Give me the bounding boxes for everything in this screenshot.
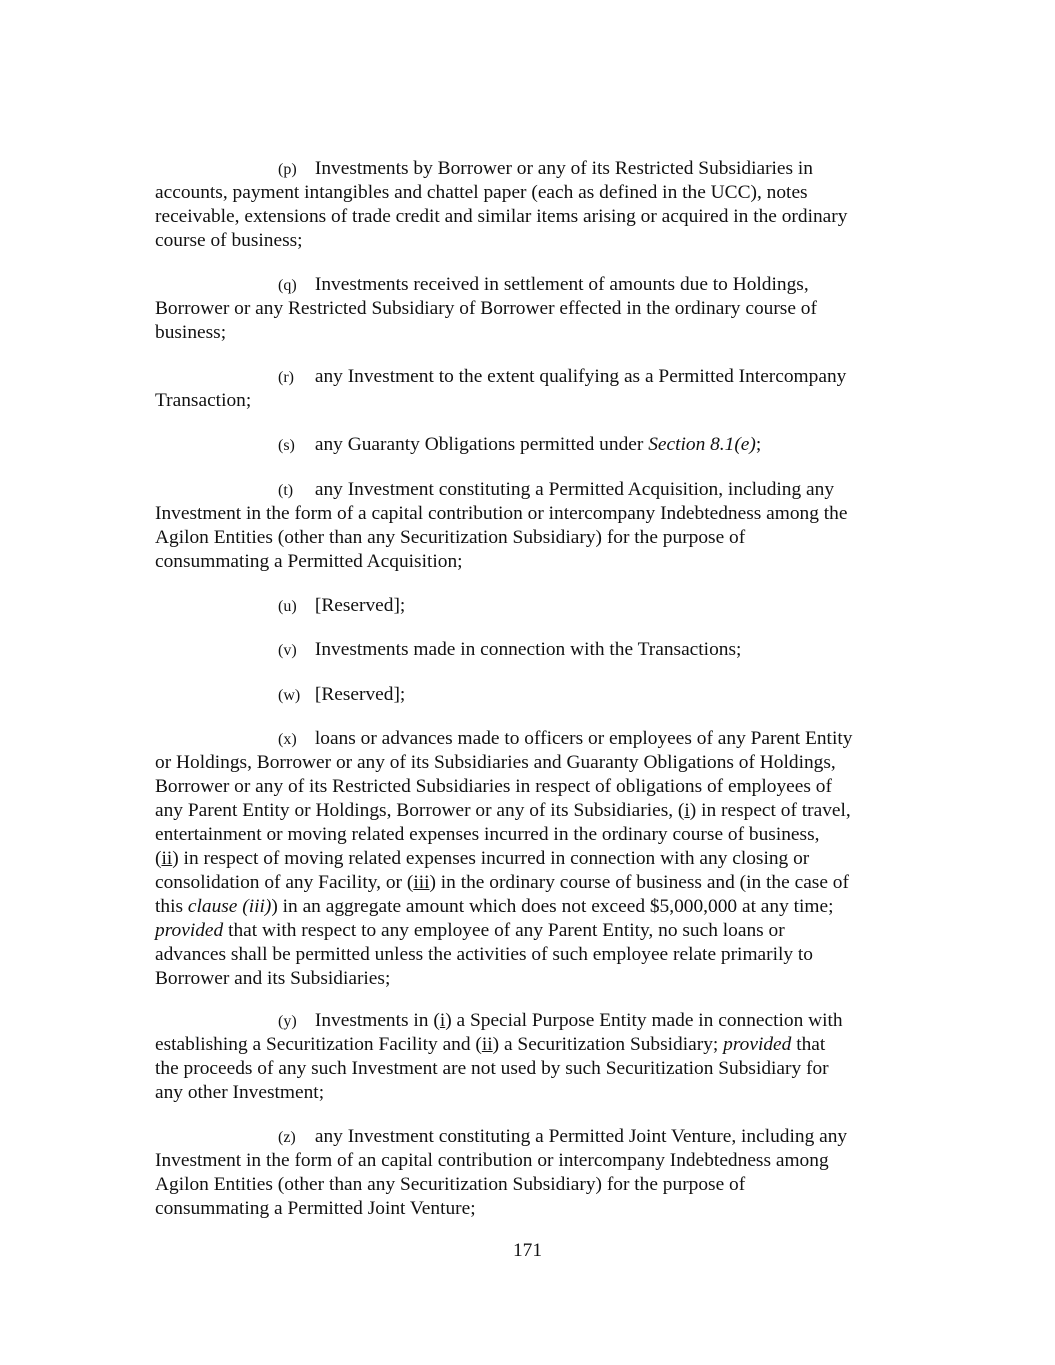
clause-s: (s) any Guaranty Obligations permitted under Section 8.1(e); — [155, 433, 915, 457]
clause-v: (v) Investments made in connection with the Transactions; — [155, 638, 915, 662]
section-reference: Section 8.1(e) — [648, 434, 756, 455]
clause-label: (w) — [278, 687, 301, 704]
clause-u: (u) [Reserved]; — [155, 594, 915, 618]
clause-label: (u) — [278, 598, 297, 615]
clause-w: (w) [Reserved]; — [155, 683, 915, 707]
clause-label: (z) — [278, 1129, 296, 1146]
clause-x: (x) loans or advances made to officers or employees of any Parent Entity or Holdings, Borrower or any of its Subsidiaries and Guaranty Obligations of Holdings, Borrower or any of its Restricted Subsidiaries in respect of obligations of employees of any Parent Entity or Holdings, Borrower or any of its Subsidiaries, (i) in respect of travel, entertainment or moving related expenses incurred in the ordinary course of business, (ii) in respect of moving related expenses incurred in connection with any closing or consolidation of any Facility, or (iii) in the ordinary course of business and (in the case of this clause (iii)) in an aggregate amount which does not exceed $5,000,000 at any time; provided that with respect to any employee of any Parent Entity, no such loans or advances shall be permitted unless the activities of such employee relate primarily to Borrower and its Subsidiaries; — [155, 728, 853, 989]
clause-label: (v) — [278, 642, 297, 659]
clause-label: (p) — [278, 161, 297, 178]
clause-label: (y) — [278, 1013, 297, 1030]
clause-p: (p) Investments by Borrower or any of its Restricted Subsidiaries in accounts, payment intangibles and chattel paper (each as defined in the UCC), notes receivable, extensions of trade credit and similar items arising or acquired in the ordinary course of business; — [155, 158, 848, 251]
clause-z: (z) any Investment constituting a Permitted Joint Venture, including any Investment in the form of an capital contribution or intercompany Indebtedness among Agilon Entities (other than any Securitization Subsidiary) for the purpose of consummating a Permitted Joint Venture; — [155, 1126, 848, 1219]
page-number: 171 — [512, 1240, 543, 1261]
clause-t: (t) any Investment constituting a Permitted Acquisition, including any Investment in the form of a capital contribution or intercompany Indebtedness among the Agilon Entities (other than any Securitization Subsidiary) for the purpose of consummating a Permitted Acquisition; — [155, 479, 848, 572]
clause-label: (r) — [278, 369, 294, 386]
clause-label: (x) — [278, 731, 297, 748]
clause-y: (y) Investments in (i) a Special Purpose Entity made in connection with establishing a Securitization Facility and (ii) a Securitization Subsidiary; provided that the proceeds of any such Investment are not used by such Securitization Subsidiary for any other Investment; — [155, 1010, 843, 1103]
clause-q: (q) Investments received in settlement of amounts due to Holdings, Borrower or any Restricted Subsidiary of Borrower effected in the ordinary course of business; — [155, 274, 817, 343]
clause-label: (q) — [278, 277, 297, 294]
clause-r: (r) any Investment to the extent qualifying as a Permitted Intercompany Transaction; — [155, 366, 847, 411]
clause-label: (s) — [278, 437, 295, 454]
clause-label: (t) — [278, 482, 294, 499]
